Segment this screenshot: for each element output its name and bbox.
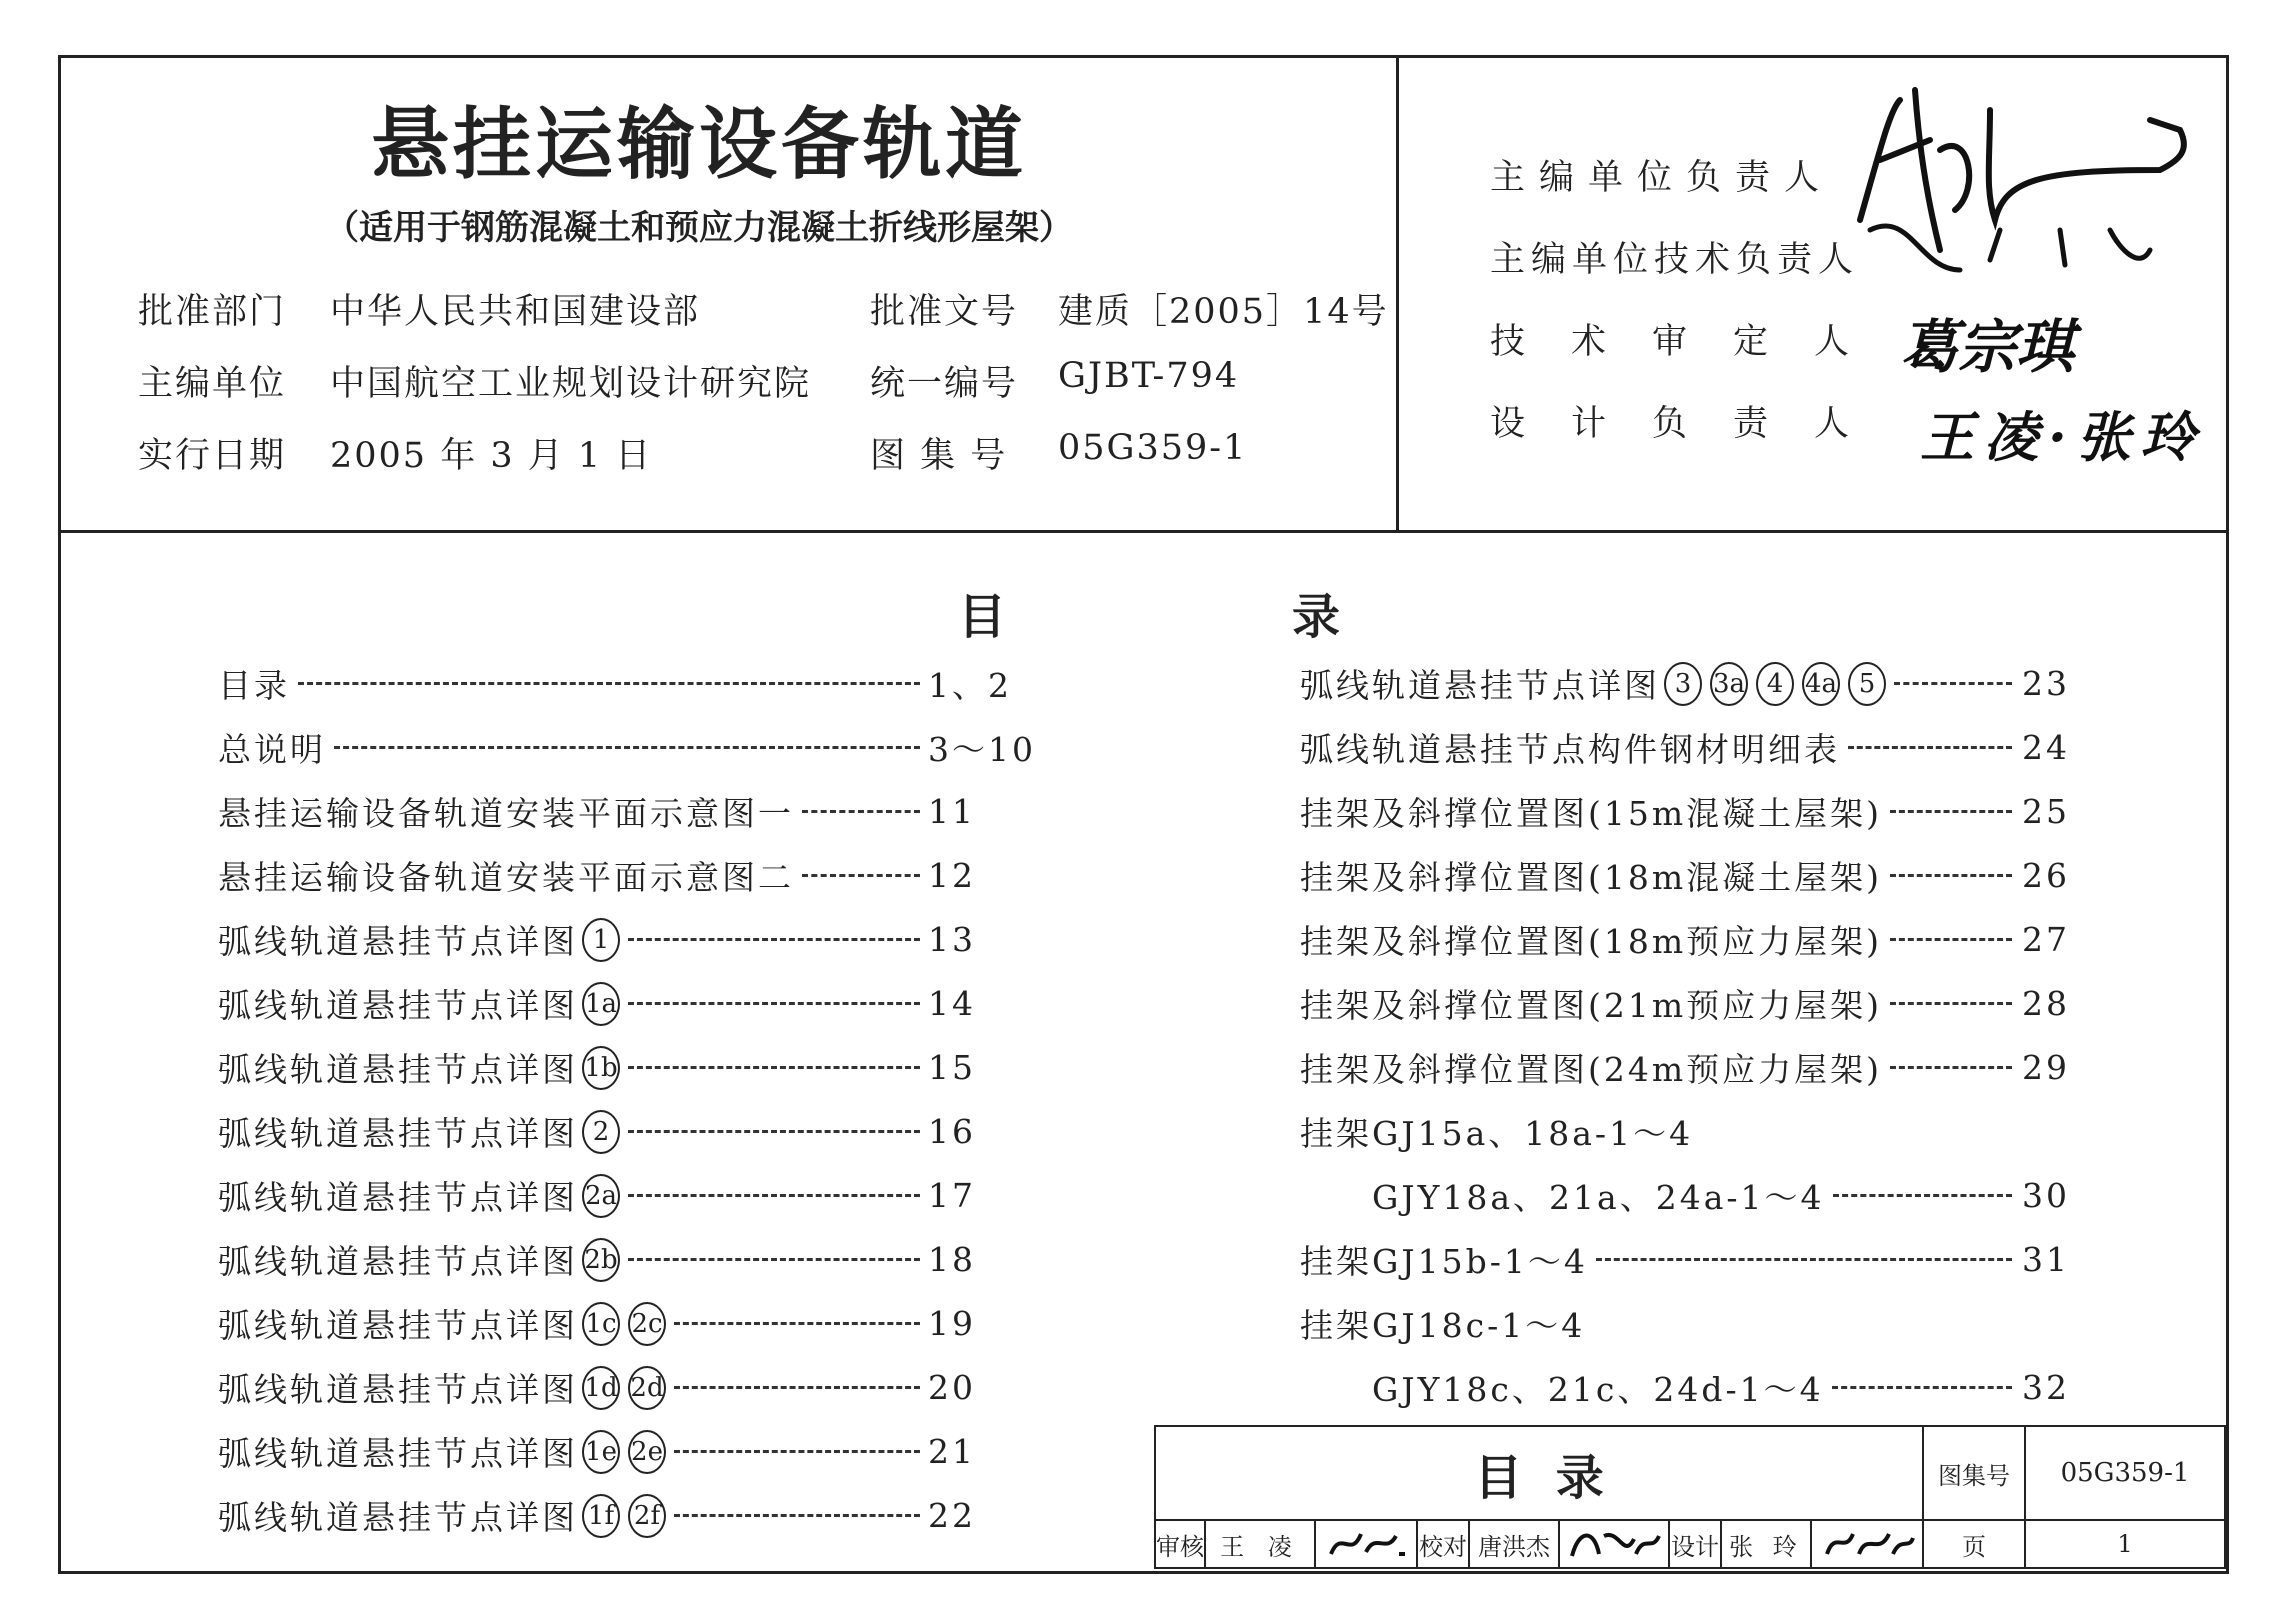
toc-item-page: 15 bbox=[928, 1048, 976, 1087]
document-subtitle: （适用于钢筋混凝土和预应力混凝土折线形屋架） bbox=[325, 208, 1073, 248]
check-name bbox=[1468, 1519, 1560, 1569]
detail-mark: 1a bbox=[582, 982, 620, 1026]
leader-dashes bbox=[628, 1130, 920, 1133]
toc-item-page: 18 bbox=[928, 1240, 976, 1279]
toc-item[interactable] bbox=[1300, 724, 2070, 771]
toc-item-label: 挂架GJ18c-1～4 bbox=[1300, 1306, 1586, 1345]
detail-mark: 2c bbox=[628, 1302, 666, 1346]
toc-item-label: 弧线轨道悬挂节点详图 bbox=[218, 1050, 578, 1089]
toc-item[interactable] bbox=[1300, 788, 2070, 835]
toc-item-page: 24 bbox=[2022, 728, 2070, 767]
role-editor-head: 主编单位负责人 bbox=[1490, 158, 1834, 198]
info-label-date: 实行日期 bbox=[138, 436, 287, 476]
design-label bbox=[1668, 1519, 1722, 1569]
info-value-atlas-no: 05G359-1 bbox=[1058, 428, 1248, 468]
atlas-label-text: 图集号 bbox=[1938, 1461, 2010, 1490]
toc-item[interactable] bbox=[218, 1236, 1048, 1283]
toc-heading-left: 目 bbox=[958, 589, 1007, 645]
toc-item[interactable] bbox=[218, 916, 1048, 963]
check-signature bbox=[1558, 1519, 1670, 1569]
toc-item-label: 挂架及斜撑位置图(21m预应力屋架) bbox=[1300, 986, 1883, 1025]
review-name-text: 王 凌 bbox=[1220, 1532, 1300, 1561]
signature-editor-head bbox=[1820, 70, 2200, 280]
toc-item-label: 弧线轨道悬挂节点详图 bbox=[218, 1306, 578, 1345]
leader-dashes bbox=[628, 1194, 920, 1197]
toc-item-label: 目录 bbox=[218, 666, 290, 705]
leader-dashes bbox=[1833, 1194, 2012, 1197]
toc-item[interactable] bbox=[218, 1364, 1048, 1411]
toc-item-page: 21 bbox=[928, 1432, 976, 1471]
header-divider bbox=[58, 530, 2229, 533]
check-signature-mark bbox=[1564, 1524, 1664, 1564]
toc-item-page: 13 bbox=[928, 920, 976, 959]
toc-item-label: 弧线轨道悬挂节点详图 bbox=[218, 1370, 578, 1409]
toc-item[interactable] bbox=[1300, 1044, 2070, 1091]
toc-item-page: 14 bbox=[928, 984, 976, 1023]
toc-item[interactable] bbox=[1300, 660, 2070, 707]
leader-dashes bbox=[1832, 1386, 2012, 1389]
info-label-unified-no: 统一编号 bbox=[870, 364, 1019, 404]
leader-dashes bbox=[1848, 746, 2012, 749]
toc-item-page: 11 bbox=[928, 792, 976, 831]
toc-item[interactable] bbox=[218, 1492, 1048, 1539]
toc-item[interactable] bbox=[1300, 1236, 2070, 1283]
atlas-label bbox=[1922, 1425, 2026, 1521]
detail-mark: 2f bbox=[628, 1494, 666, 1538]
check-label-text: 校对 bbox=[1419, 1532, 1467, 1561]
info-value-editor: 中国航空工业规划设计研究院 bbox=[330, 364, 812, 404]
leader-dashes bbox=[802, 874, 920, 877]
toc-item-label: 挂架及斜撑位置图(24m预应力屋架) bbox=[1300, 1050, 1883, 1089]
toc-item-page: 12 bbox=[928, 856, 976, 895]
role-tech-head: 主编单位技术负责人 bbox=[1490, 240, 1860, 280]
leader-dashes bbox=[628, 938, 920, 941]
toc-item-label: 弧线轨道悬挂节点详图 bbox=[218, 1242, 578, 1281]
toc-item-label: 弧线轨道悬挂节点详图 bbox=[218, 1434, 578, 1473]
page-value bbox=[2024, 1519, 2226, 1569]
detail-mark: 1d bbox=[582, 1366, 620, 1410]
toc-item-page: 30 bbox=[2022, 1176, 2070, 1215]
info-value-approval-no: 建质［2005］14号 bbox=[1058, 292, 1389, 332]
design-signature bbox=[1810, 1519, 1924, 1569]
toc-item[interactable] bbox=[1300, 1300, 2070, 1347]
toc-item-label: 弧线轨道悬挂节点详图 bbox=[218, 1498, 578, 1537]
title-block-name-text: 目 录 bbox=[1474, 1449, 1604, 1506]
detail-mark: 2e bbox=[628, 1430, 666, 1474]
detail-mark: 2b bbox=[582, 1238, 620, 1282]
role-design-head: 设计负责人 bbox=[1490, 404, 1896, 444]
leader-dashes bbox=[1890, 1066, 2012, 1069]
toc-item-label: 弧线轨道悬挂节点详图 bbox=[218, 922, 578, 961]
leader-dashes bbox=[628, 1002, 920, 1005]
leader-dashes bbox=[1890, 810, 2012, 813]
leader-dashes bbox=[1890, 938, 2012, 941]
check-label bbox=[1416, 1519, 1470, 1569]
role-tech-reviewer: 技术审定人 bbox=[1490, 322, 1896, 362]
detail-mark: 4a bbox=[1802, 662, 1840, 706]
toc-item-page: 27 bbox=[2022, 920, 2070, 959]
leader-dashes bbox=[674, 1322, 920, 1325]
detail-mark: 5 bbox=[1848, 662, 1886, 706]
design-name bbox=[1720, 1519, 1812, 1569]
toc-item-page: 28 bbox=[2022, 984, 2070, 1023]
detail-mark: 4 bbox=[1756, 662, 1794, 706]
toc-item[interactable] bbox=[218, 1172, 1048, 1219]
design-label-text: 设计 bbox=[1671, 1532, 1719, 1561]
detail-mark: 1f bbox=[582, 1494, 620, 1538]
toc-item-label: 总说明 bbox=[218, 730, 326, 769]
toc-item-page: 22 bbox=[928, 1496, 976, 1535]
toc-item-page: 16 bbox=[928, 1112, 976, 1151]
leader-dashes bbox=[628, 1066, 920, 1069]
info-value-date: 2005 年 3 月 1 日 bbox=[330, 436, 653, 476]
toc-item-label: 弧线轨道悬挂节点详图 bbox=[1300, 666, 1660, 705]
toc-item-page: 3～10 bbox=[928, 730, 1036, 769]
toc-item-label: 挂架及斜撑位置图(18m预应力屋架) bbox=[1300, 922, 1883, 961]
toc-item-page: 17 bbox=[928, 1176, 976, 1215]
leader-dashes bbox=[1596, 1258, 2012, 1261]
leader-dashes bbox=[674, 1514, 920, 1517]
detail-mark: 1e bbox=[582, 1430, 620, 1474]
toc-item-label: GJY18a、21a、24a-1～4 bbox=[1372, 1178, 1825, 1217]
atlas-value bbox=[2024, 1425, 2226, 1521]
toc-item[interactable] bbox=[1372, 1172, 2070, 1219]
page-value-text: 1 bbox=[2117, 1530, 2133, 1558]
toc-item-label: 弧线轨道悬挂节点详图 bbox=[218, 1114, 578, 1153]
toc-item[interactable] bbox=[218, 980, 1048, 1027]
toc-heading-right: 录 bbox=[1292, 589, 1341, 645]
toc-item[interactable] bbox=[218, 1108, 1048, 1155]
page-label bbox=[1922, 1519, 2026, 1569]
toc-item[interactable] bbox=[1300, 1108, 2070, 1155]
info-value-unified-no: GJBT-794 bbox=[1058, 356, 1240, 396]
leader-dashes bbox=[674, 1450, 920, 1453]
toc-item[interactable] bbox=[218, 1428, 1048, 1475]
toc-item[interactable] bbox=[218, 788, 1048, 835]
detail-mark: 2 bbox=[582, 1110, 620, 1154]
leader-dashes bbox=[298, 682, 920, 685]
detail-mark: 3a bbox=[1710, 662, 1748, 706]
info-label-editor: 主编单位 bbox=[138, 364, 287, 404]
toc-item[interactable] bbox=[1372, 1364, 2070, 1411]
review-signature bbox=[1314, 1519, 1418, 1569]
toc-item-page: 32 bbox=[2022, 1368, 2070, 1407]
leader-dashes bbox=[334, 746, 920, 749]
review-label bbox=[1154, 1519, 1206, 1569]
toc-item-label: 挂架及斜撑位置图(18m混凝土屋架) bbox=[1300, 858, 1883, 897]
toc-item-label: 挂架GJ15b-1～4 bbox=[1300, 1242, 1588, 1281]
toc-item[interactable] bbox=[218, 724, 1048, 771]
toc-item-page: 1、2 bbox=[928, 666, 1012, 705]
toc-item-page: 26 bbox=[2022, 856, 2070, 895]
signature-design-head: 王凌·张玲 bbox=[1920, 405, 2205, 469]
toc-item[interactable] bbox=[218, 1044, 1048, 1091]
info-value-approval-dept: 中华人民共和国建设部 bbox=[330, 292, 701, 332]
toc-item-label: 弧线轨道悬挂节点详图 bbox=[218, 1178, 578, 1217]
toc-item-page: 19 bbox=[928, 1304, 976, 1343]
detail-mark: 2d bbox=[628, 1366, 666, 1410]
review-signature-mark bbox=[1321, 1524, 1411, 1564]
leader-dashes bbox=[802, 810, 920, 813]
review-name bbox=[1204, 1519, 1316, 1569]
toc-item-label: 挂架GJ15a、18a-1～4 bbox=[1300, 1114, 1694, 1153]
info-label-approval-dept: 批准部门 bbox=[138, 292, 287, 332]
detail-mark: 1b bbox=[582, 1046, 620, 1090]
review-label-text: 审核 bbox=[1156, 1532, 1204, 1561]
document-title: 悬挂运输设备轨道 bbox=[370, 100, 1027, 190]
toc-item[interactable] bbox=[1300, 852, 2070, 899]
check-name-text: 唐洪杰 bbox=[1478, 1532, 1550, 1561]
toc-item-label: GJY18c、21c、24d-1～4 bbox=[1372, 1370, 1824, 1409]
toc-item[interactable] bbox=[218, 1300, 1048, 1347]
detail-mark: 2a bbox=[582, 1174, 620, 1218]
toc-item-label: 挂架及斜撑位置图(15m混凝土屋架) bbox=[1300, 794, 1883, 833]
toc-item-page: 31 bbox=[2022, 1240, 2070, 1279]
title-block-name bbox=[1154, 1425, 1924, 1521]
toc-item[interactable] bbox=[218, 660, 1048, 707]
detail-mark: 1c bbox=[582, 1302, 620, 1346]
toc-item-page: 20 bbox=[928, 1368, 976, 1407]
toc-item-page: 29 bbox=[2022, 1048, 2070, 1087]
leader-dashes bbox=[674, 1386, 920, 1389]
toc-item-label: 弧线轨道悬挂节点构件钢材明细表 bbox=[1300, 730, 1840, 769]
toc-item-page: 23 bbox=[2022, 664, 2070, 703]
design-signature-mark bbox=[1817, 1524, 1917, 1564]
leader-dashes bbox=[1894, 682, 2012, 685]
info-label-atlas-no: 图 集 号 bbox=[870, 436, 1008, 476]
toc-item[interactable] bbox=[1300, 916, 2070, 963]
toc-item-page: 25 bbox=[2022, 792, 2070, 831]
atlas-value-text: 05G359-1 bbox=[2060, 1458, 2190, 1488]
design-name-text: 张 玲 bbox=[1729, 1532, 1803, 1561]
toc-item-label: 悬挂运输设备轨道安装平面示意图一 bbox=[218, 794, 794, 833]
leader-dashes bbox=[628, 1258, 920, 1261]
toc-item-label: 弧线轨道悬挂节点详图 bbox=[218, 986, 578, 1025]
detail-mark: 3 bbox=[1664, 662, 1702, 706]
signature-tech-reviewer: 葛宗琪 bbox=[1900, 313, 2075, 381]
leader-dashes bbox=[1890, 1002, 2012, 1005]
info-label-approval-no: 批准文号 bbox=[870, 292, 1019, 332]
toc-item[interactable] bbox=[218, 852, 1048, 899]
toc-item-label: 悬挂运输设备轨道安装平面示意图二 bbox=[218, 858, 794, 897]
detail-mark: 1 bbox=[582, 918, 620, 962]
page-label-text: 页 bbox=[1962, 1532, 1986, 1561]
toc-item[interactable] bbox=[1300, 980, 2070, 1027]
leader-dashes bbox=[1890, 874, 2012, 877]
